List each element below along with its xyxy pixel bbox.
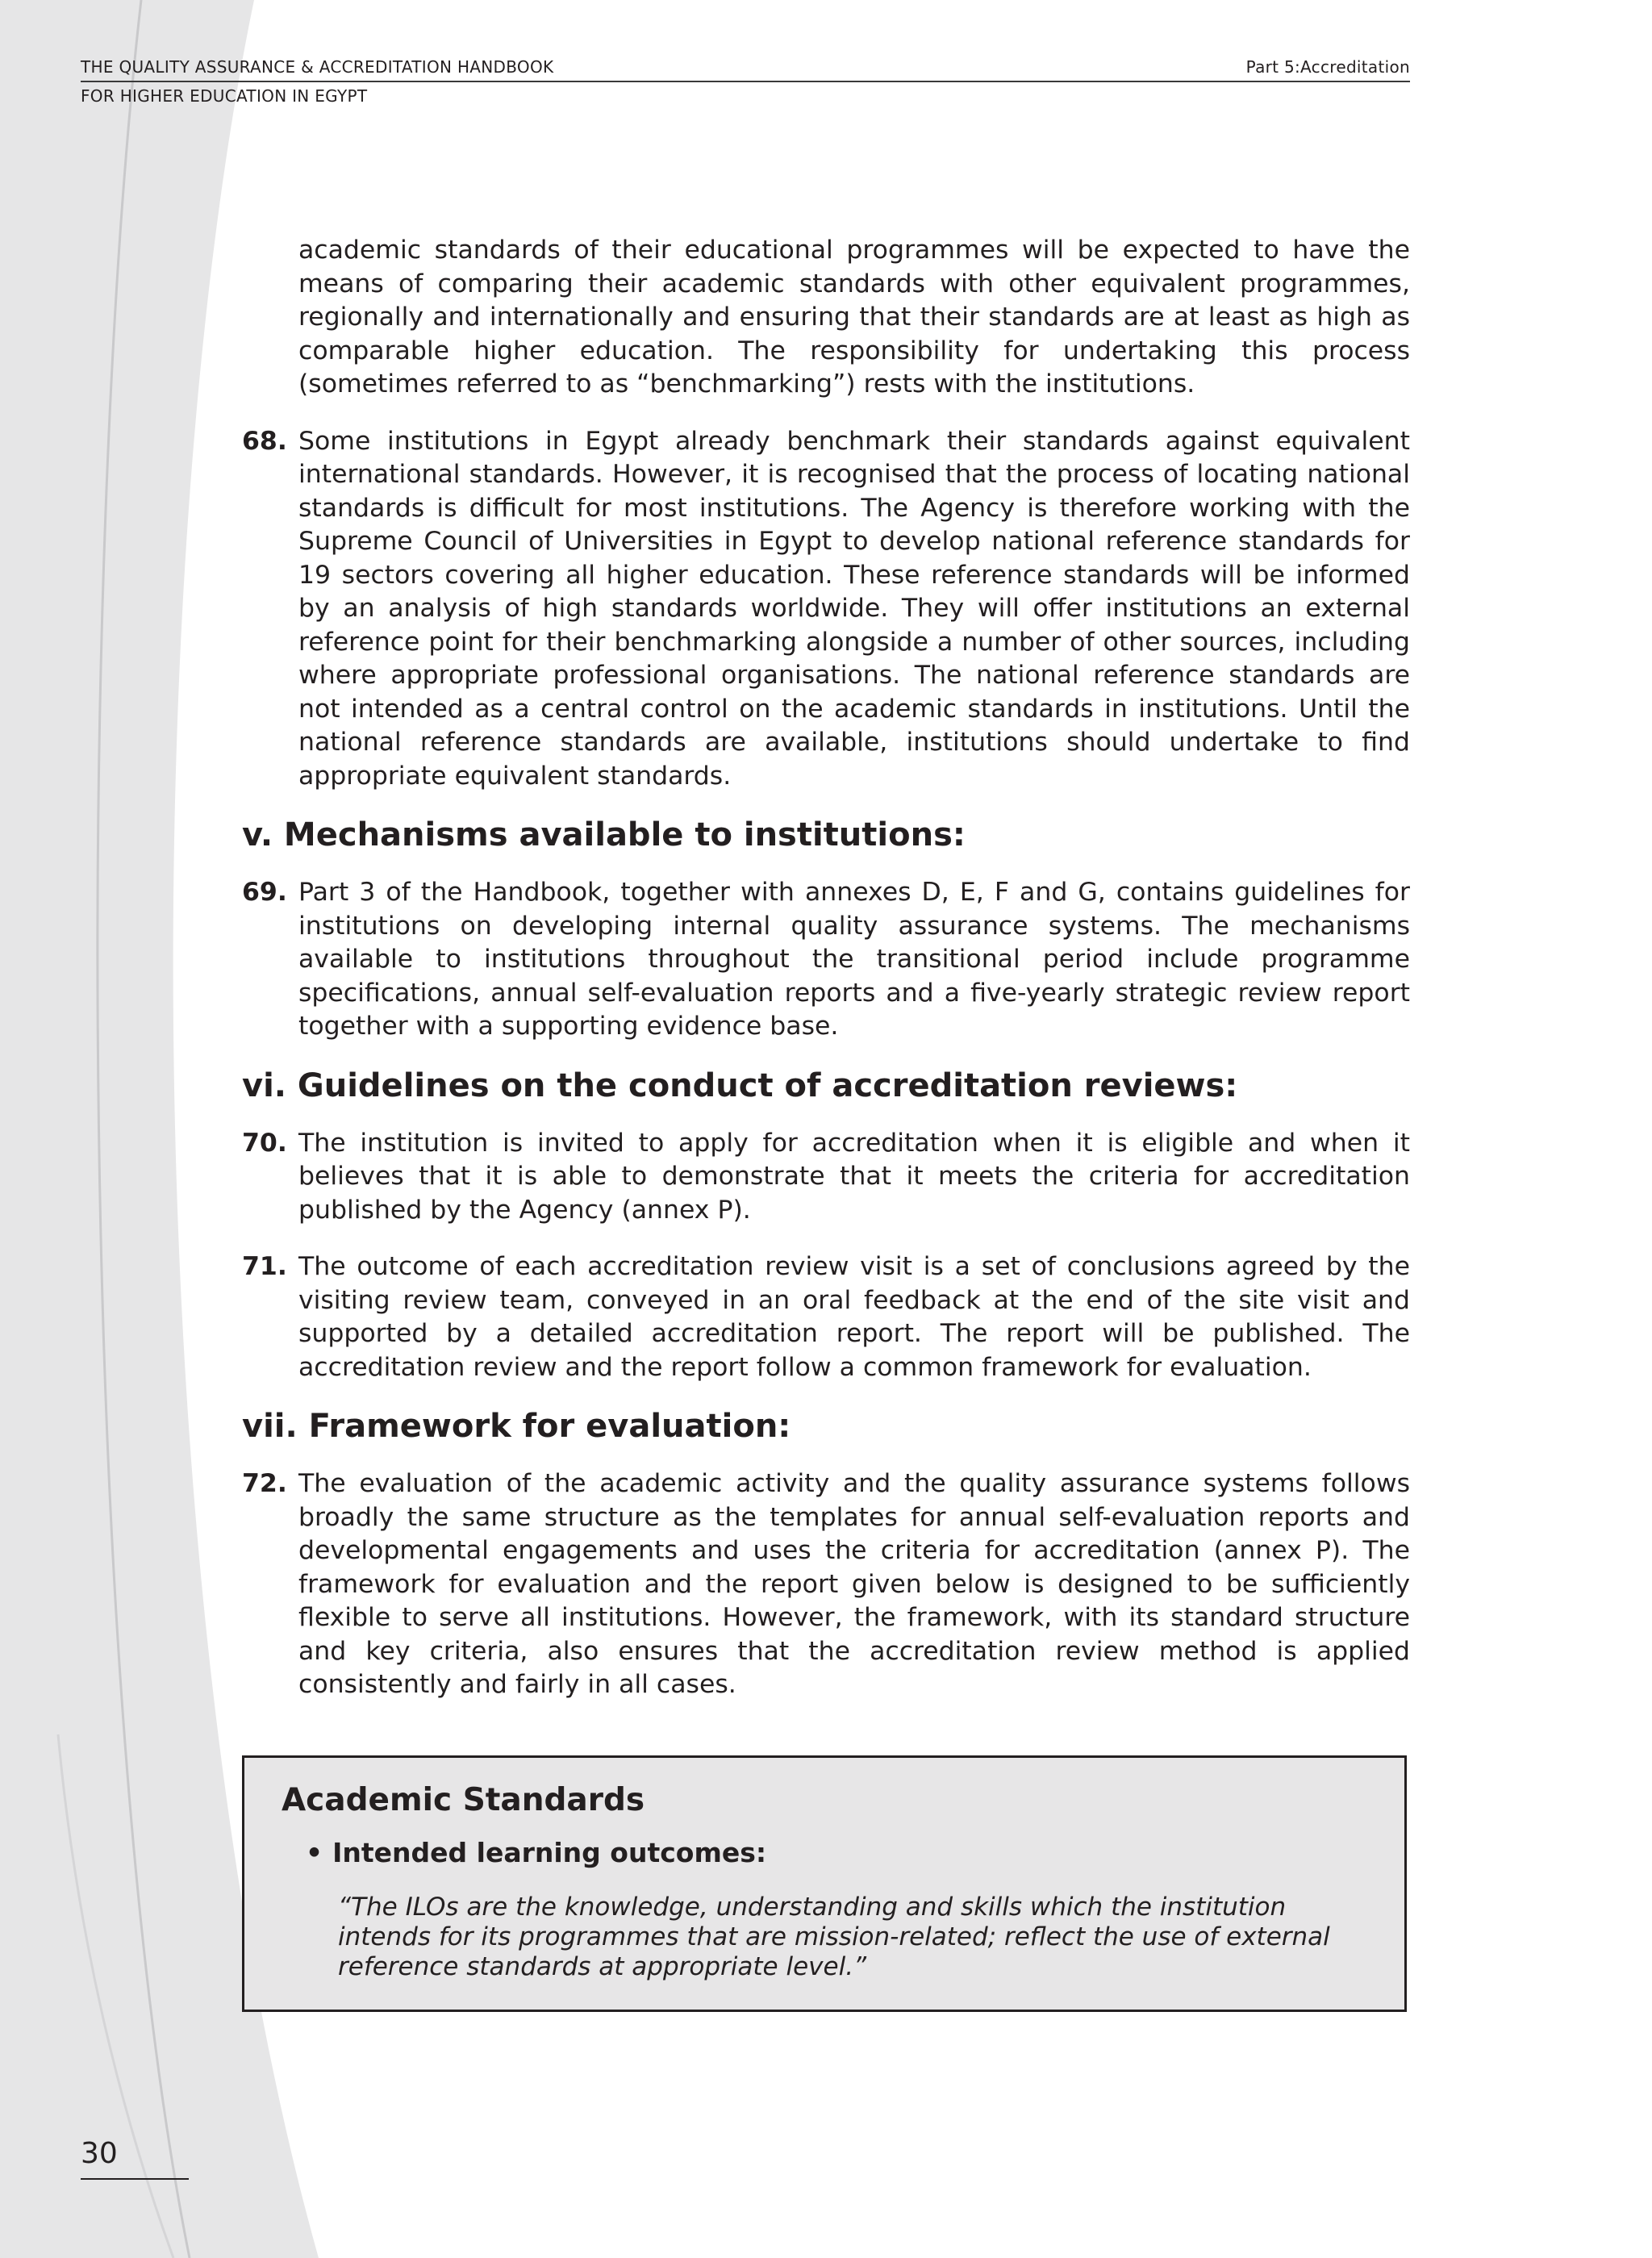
paragraph-number: 70. (242, 1128, 287, 1158)
paragraph-68 (242, 425, 1410, 794)
paragraph-text: The institution is invited to apply for accreditation when it is eligible and when it believes that it is able to demonstrate that it meets the criteria for accreditation published by the Agency (annex P). (298, 1128, 1410, 1225)
paragraph-text: The outcome of each accreditation review visit is a set of conclusions agreed by the visiting review team, conveyed in an oral feedback at the end of the site visit and supported by a detailed accreditation report. The report will be published. The accreditation review and the report follow a common framework for evaluation. (298, 1252, 1410, 1382)
section-heading-v: v. Mechanisms available to institutions: (242, 816, 966, 854)
header-title-line1: THE QUALITY ASSURANCE & ACCREDITATION HANDBOOK (81, 57, 554, 77)
header-rule (81, 81, 1410, 82)
running-header (81, 56, 553, 115)
page-number-rule (81, 2178, 189, 2180)
paragraph-text: The evaluation of the academic activity and the quality assurance systems follows broadly the same structure as the templates for annual self-evaluation reports and developmental engagements and uses the criteria for accreditation (annex P). The framework for evaluation and the report given below is designed to be sufficiently flexible to serve all institutions. However, the framework, with its standard structure and key criteria, also ensures that the accreditation review method is applied consistently and fairly in all cases. (298, 1469, 1410, 1699)
box-quote: “The ILOs are the knowledge, understanding and skills which the institution intends for its programmes that are mission-related; reflect the use of external reference standards at appropriate level.” (338, 1893, 1330, 1981)
paragraph-text: Part 3 of the Handbook, together with annexes D, E, F and G, contains guidelines for institutions on developing internal quality assurance systems. The mechanisms available to institutions throughout the transitional period include programme specifications, annual self-evaluation reports and a five-yearly strategic review report together with a supporting evidence base. (298, 878, 1410, 1041)
page-number: 30 (81, 2137, 118, 2170)
header-title-line2: FOR HIGHER EDUCATION IN EGYPT (81, 86, 368, 106)
paragraph-number: 69. (242, 878, 287, 907)
paragraph-67-continued (242, 234, 1410, 402)
paragraph-69 (242, 876, 1410, 1044)
body-content (242, 234, 1410, 1726)
box-bullet-item (306, 1837, 766, 1869)
paragraph-71 (242, 1250, 1410, 1384)
bullet-label: Intended learning outcomes: (332, 1837, 767, 1868)
section-heading-vii: vii. Framework for evaluation: (242, 1408, 791, 1445)
paragraph-number: 68. (242, 426, 287, 456)
academic-standards-box (242, 1755, 1407, 2012)
header-part-label: Part 5:Accreditation (1245, 57, 1410, 77)
bullet-icon: • (306, 1837, 323, 1868)
section-heading-vi: vi. Guidelines on the conduct of accreditation reviews: (242, 1066, 1238, 1104)
paragraph-70 (242, 1127, 1410, 1228)
paragraph-number: 71. (242, 1252, 287, 1281)
paragraph-72 (242, 1467, 1410, 1702)
paragraph-text: academic standards of their educational programmes will be expected to have the means of comparing their academic standards with other equivalent programmes, regionally and internationally and ensuring that their standards are at least as high as comparable higher education. The responsibility for undertaking this process (sometimes referred to as “benchmarking”) rests with the institutions. (298, 236, 1410, 399)
paragraph-number: 72. (242, 1469, 287, 1498)
box-title: Academic Standards (282, 1782, 645, 1818)
paragraph-text: Some institutions in Egypt already benchmark their standards against equivalent international standards. However, it is recognised that the process of locating national standards is difficult for most institutions. The Agency is therefore working with the Supreme Council of Universities in Egypt to develop national reference standards for 19 sectors covering all higher education. These reference standards will be informed by an analysis of high standards worldwide. They will offer institutions an external reference point for their benchmarking alongside a number of other sources, including where appropriate professional organisations. The national reference standards are not intended as a central control on the academic standards in institutions. Until the national reference standards are available, institutions should undertake to find appropriate equivalent standards. (298, 426, 1410, 791)
